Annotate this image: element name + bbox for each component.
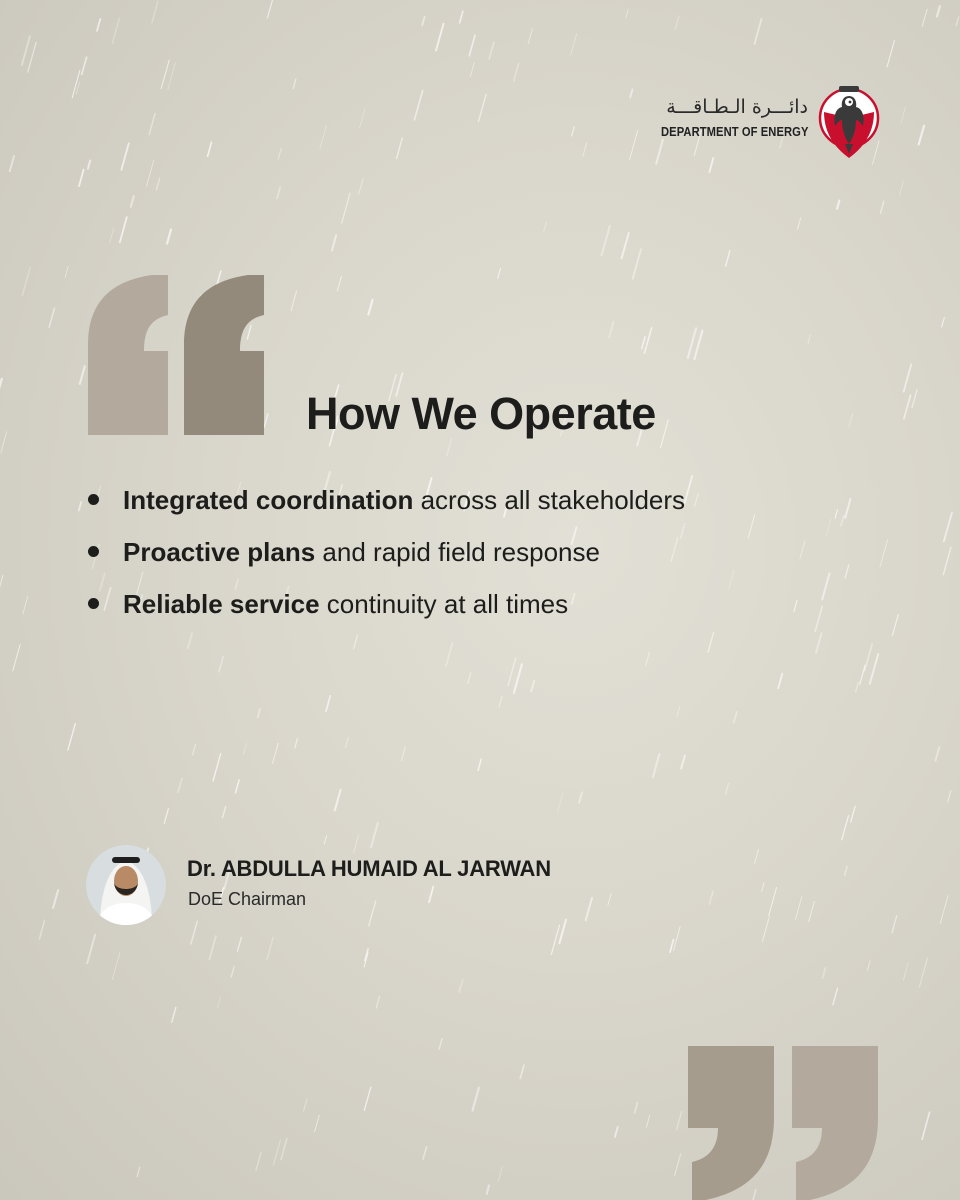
rain-streak — [487, 1186, 489, 1194]
rain-streak — [851, 806, 856, 822]
rain-streak — [755, 19, 762, 44]
rain-streak — [360, 109, 366, 129]
rain-streak — [65, 266, 68, 277]
rain-streak — [22, 36, 30, 65]
rain-streak — [572, 594, 575, 605]
rain-streak — [845, 499, 850, 518]
rain-streak — [887, 41, 894, 67]
rain-streak — [912, 390, 917, 408]
rain-streak — [677, 1111, 682, 1130]
avatar — [86, 845, 166, 925]
rain-streak — [748, 515, 755, 538]
rain-streak — [762, 883, 764, 892]
rain-streak — [919, 958, 927, 987]
rain-streak — [675, 16, 679, 29]
rain-streak — [670, 940, 674, 953]
rain-streak — [795, 897, 801, 920]
rain-streak — [816, 633, 821, 652]
rain-streak — [558, 793, 563, 812]
rain-streak — [797, 218, 800, 230]
rain-streak — [39, 920, 44, 939]
rain-streak — [256, 1153, 261, 1171]
rain-streak — [867, 961, 870, 971]
list-item-rest: continuity at all times — [319, 589, 569, 619]
rain-streak — [436, 24, 444, 51]
rain-streak — [943, 548, 951, 575]
rain-streak — [936, 747, 940, 760]
rain-streak — [478, 759, 481, 770]
rain-streak — [709, 891, 713, 904]
rain-streak — [559, 920, 566, 944]
close-quote-icon — [688, 1046, 880, 1200]
rain-streak — [835, 510, 837, 519]
rain-streak — [337, 276, 341, 291]
rain-streak — [681, 756, 685, 769]
rain-streak — [644, 328, 651, 354]
rain-streak — [726, 783, 729, 794]
chairman-portrait-icon — [86, 845, 166, 925]
rain-streak — [161, 60, 169, 89]
logo-english-text: DEPARTMENT OF ENERGY — [660, 124, 808, 139]
rain-streak — [0, 379, 2, 394]
rain-streak — [354, 635, 358, 649]
rain-streak — [274, 1140, 281, 1165]
rain-streak — [626, 9, 628, 17]
rain-streak — [208, 142, 212, 156]
department-logo — [630, 78, 882, 168]
rain-streak — [156, 178, 159, 190]
rain-streak — [608, 893, 611, 905]
rain-streak — [267, 0, 272, 18]
rain-streak — [708, 633, 714, 653]
rain-streak — [685, 476, 693, 503]
rain-streak — [856, 682, 859, 692]
rain-streak — [147, 160, 154, 186]
rain-streak — [291, 291, 296, 311]
rain-streak — [112, 18, 119, 43]
rain-streak — [677, 707, 680, 717]
rain-streak — [845, 866, 848, 875]
rain-streak — [470, 63, 474, 77]
rain-streak — [346, 738, 349, 748]
list-item-rest: and rapid field response — [315, 537, 600, 567]
list-item-text — [123, 530, 600, 574]
rain-streak — [131, 196, 134, 207]
list-item-bold: Proactive plans — [123, 537, 316, 567]
rain-streak — [28, 43, 36, 73]
rain-streak — [586, 898, 592, 920]
rain-streak — [320, 126, 327, 149]
rain-streak — [823, 968, 826, 978]
rain-streak — [622, 233, 629, 258]
rain-streak — [88, 161, 90, 169]
rain-streak — [332, 235, 336, 250]
rain-streak — [892, 916, 897, 933]
rain-streak — [429, 887, 433, 903]
rain-streak — [193, 744, 196, 755]
bullet-icon — [88, 494, 99, 505]
rain-streak — [121, 143, 128, 170]
rain-streak — [675, 1154, 681, 1175]
rain-streak — [414, 91, 422, 120]
rain-streak — [837, 201, 839, 209]
rain-streak — [499, 696, 502, 707]
rain-streak — [826, 519, 831, 536]
rain-streak — [694, 494, 698, 507]
rain-streak — [904, 364, 912, 391]
rain-streak — [219, 657, 223, 672]
rain-streak — [489, 42, 494, 59]
rain-streak — [473, 1088, 479, 1111]
rain-streak — [23, 596, 28, 614]
rain-streak — [642, 337, 645, 349]
rain-streak — [671, 537, 678, 561]
rain-streak — [870, 654, 878, 684]
rain-streak — [447, 438, 452, 455]
rain-streak — [674, 926, 681, 950]
open-quote-icon — [88, 275, 264, 435]
rain-streak — [583, 143, 587, 157]
rain-streak — [800, 541, 805, 559]
rain-streak — [295, 739, 298, 748]
rain-streak — [904, 395, 911, 418]
rain-streak — [178, 779, 182, 793]
rain-streak — [769, 887, 777, 915]
bullet-icon — [88, 598, 99, 609]
rain-streak — [646, 1115, 649, 1127]
rain-streak — [531, 681, 534, 692]
rain-streak — [822, 573, 829, 599]
rain-streak — [937, 6, 940, 16]
rain-streak — [258, 709, 260, 717]
rain-streak — [794, 601, 797, 612]
rain-streak — [633, 249, 641, 279]
rain-streak — [164, 809, 168, 824]
rain-streak — [209, 936, 216, 959]
rain-streak — [354, 836, 359, 853]
rain-streak — [609, 322, 613, 338]
rain-streak — [167, 229, 171, 243]
rain-streak — [168, 62, 176, 89]
rain-streak — [397, 138, 403, 159]
rain-streak — [948, 791, 951, 802]
rain-streak — [238, 938, 242, 952]
rain-streak — [191, 921, 197, 944]
rain-streak — [498, 1167, 502, 1181]
rain-streak — [326, 696, 330, 712]
rain-streak — [273, 743, 279, 763]
rain-streak — [646, 652, 650, 665]
rain-streak — [369, 901, 376, 926]
rain-streak — [944, 513, 952, 542]
rain-streak — [726, 251, 730, 267]
rain-streak — [82, 57, 87, 74]
rain-streak — [653, 754, 659, 777]
rain-streak — [778, 674, 782, 689]
list-item-rest: across all stakeholders — [413, 485, 686, 515]
rain-streak — [97, 19, 100, 31]
rain-streak — [376, 996, 379, 1008]
rain-streak — [469, 35, 475, 55]
rain-streak — [815, 606, 822, 632]
rain-streak — [755, 849, 759, 863]
rain-streak — [940, 896, 948, 924]
rain-streak — [223, 806, 226, 817]
rain-streak — [842, 816, 849, 840]
list-item-text — [123, 582, 568, 626]
rain-streak — [422, 17, 424, 26]
rain-streak — [80, 366, 85, 384]
rain-streak — [172, 1008, 176, 1023]
rain-streak — [446, 643, 452, 666]
rain-streak — [371, 823, 378, 847]
rain-streak — [479, 94, 487, 121]
rain-streak — [681, 524, 685, 538]
rain-streak — [459, 980, 463, 992]
rain-streak — [112, 952, 120, 980]
rain-streak — [49, 308, 54, 327]
person-name: Dr. ABDULLA HUMAID AL JARWAN — [187, 856, 551, 881]
rain-streak — [104, 588, 110, 611]
rain-streak — [231, 966, 234, 977]
rain-streak — [213, 754, 221, 782]
rain-streak — [892, 614, 898, 635]
rain-streak — [498, 268, 501, 278]
rain-streak — [809, 901, 815, 922]
rain-streak — [845, 565, 849, 578]
rain-streak — [841, 516, 844, 526]
rain-streak — [528, 29, 532, 44]
rain-streak — [368, 300, 372, 315]
rain-streak — [10, 156, 14, 171]
rain-streak — [243, 743, 246, 754]
rain-streak — [922, 9, 927, 26]
rain-streak — [79, 502, 81, 510]
rain-streak — [217, 997, 220, 1009]
rain-streak — [956, 17, 958, 26]
rain-streak — [53, 890, 58, 908]
rain-streak — [922, 1112, 930, 1139]
rain-streak — [267, 938, 273, 961]
rain-streak — [903, 963, 908, 980]
rain-streak — [152, 1, 158, 23]
rain-streak — [149, 114, 155, 135]
rain-streak — [439, 1039, 442, 1049]
rain-streak — [514, 664, 522, 693]
rain-streak — [87, 935, 95, 963]
rain-streak — [304, 1099, 307, 1111]
rain-streak — [579, 792, 582, 803]
rain-streak — [860, 665, 865, 684]
rain-streak — [635, 1103, 638, 1113]
rain-streak — [359, 179, 364, 195]
rain-streak — [571, 34, 577, 55]
rain-streak — [468, 673, 471, 684]
rain-streak — [281, 1139, 287, 1160]
rain-streak — [188, 633, 192, 648]
rain-streak — [324, 836, 326, 845]
rain-streak — [694, 331, 702, 360]
rain-streak — [572, 127, 575, 136]
rain-streak — [514, 63, 519, 81]
rain-streak — [277, 187, 280, 198]
rain-streak — [880, 201, 883, 213]
list-item-bold: Reliable service — [123, 589, 320, 619]
rain-streak — [79, 170, 84, 186]
rain-streak — [293, 79, 296, 88]
rain-streak — [264, 414, 268, 427]
rain-streak — [423, 1147, 426, 1159]
rain-streak — [544, 222, 547, 231]
rain-streak — [120, 217, 127, 242]
rain-streak — [137, 1167, 140, 1177]
rain-streak — [901, 107, 905, 123]
rain-streak — [899, 181, 903, 196]
abu-dhabi-emblem-icon — [818, 78, 880, 164]
rain-streak — [508, 658, 516, 686]
rain-streak — [315, 1115, 320, 1131]
bullet-icon — [88, 546, 99, 557]
rain-streak — [808, 335, 810, 344]
rain-streak — [734, 712, 737, 723]
rain-streak — [520, 1065, 524, 1078]
rain-streak — [615, 1127, 618, 1137]
rain-streak — [551, 925, 559, 954]
page-title: How We Operate — [306, 388, 656, 439]
rain-streak — [729, 570, 734, 589]
rain-streak — [919, 126, 924, 145]
rain-streak — [68, 724, 75, 751]
rain-streak — [849, 413, 853, 426]
logo-arabic-text: دائـــرة الـطـاقـــة — [666, 96, 808, 118]
rain-streak — [110, 228, 114, 243]
rain-streak — [342, 193, 350, 223]
rain-streak — [1, 432, 7, 453]
rain-streak — [364, 1087, 371, 1110]
rain-streak — [236, 780, 240, 793]
rain-streak — [0, 575, 3, 591]
rain-streak — [762, 916, 769, 942]
rain-streak — [22, 268, 30, 296]
rain-streak — [833, 988, 838, 1004]
rain-streak — [335, 790, 341, 811]
rain-streak — [880, 540, 888, 567]
rain-streak — [661, 420, 669, 447]
rain-streak — [865, 644, 872, 671]
rain-streak — [602, 226, 610, 255]
rain-streak — [100, 574, 105, 591]
rain-streak — [13, 645, 20, 671]
rain-streak — [460, 11, 463, 23]
list-item-bold: Integrated coordination — [123, 485, 414, 515]
rain-streak — [402, 747, 406, 761]
person-role: DoE Chairman — [188, 889, 307, 909]
rain-streak — [942, 318, 945, 327]
rain-streak — [278, 148, 281, 159]
rain-streak — [76, 82, 79, 94]
list-item-text — [123, 478, 685, 522]
